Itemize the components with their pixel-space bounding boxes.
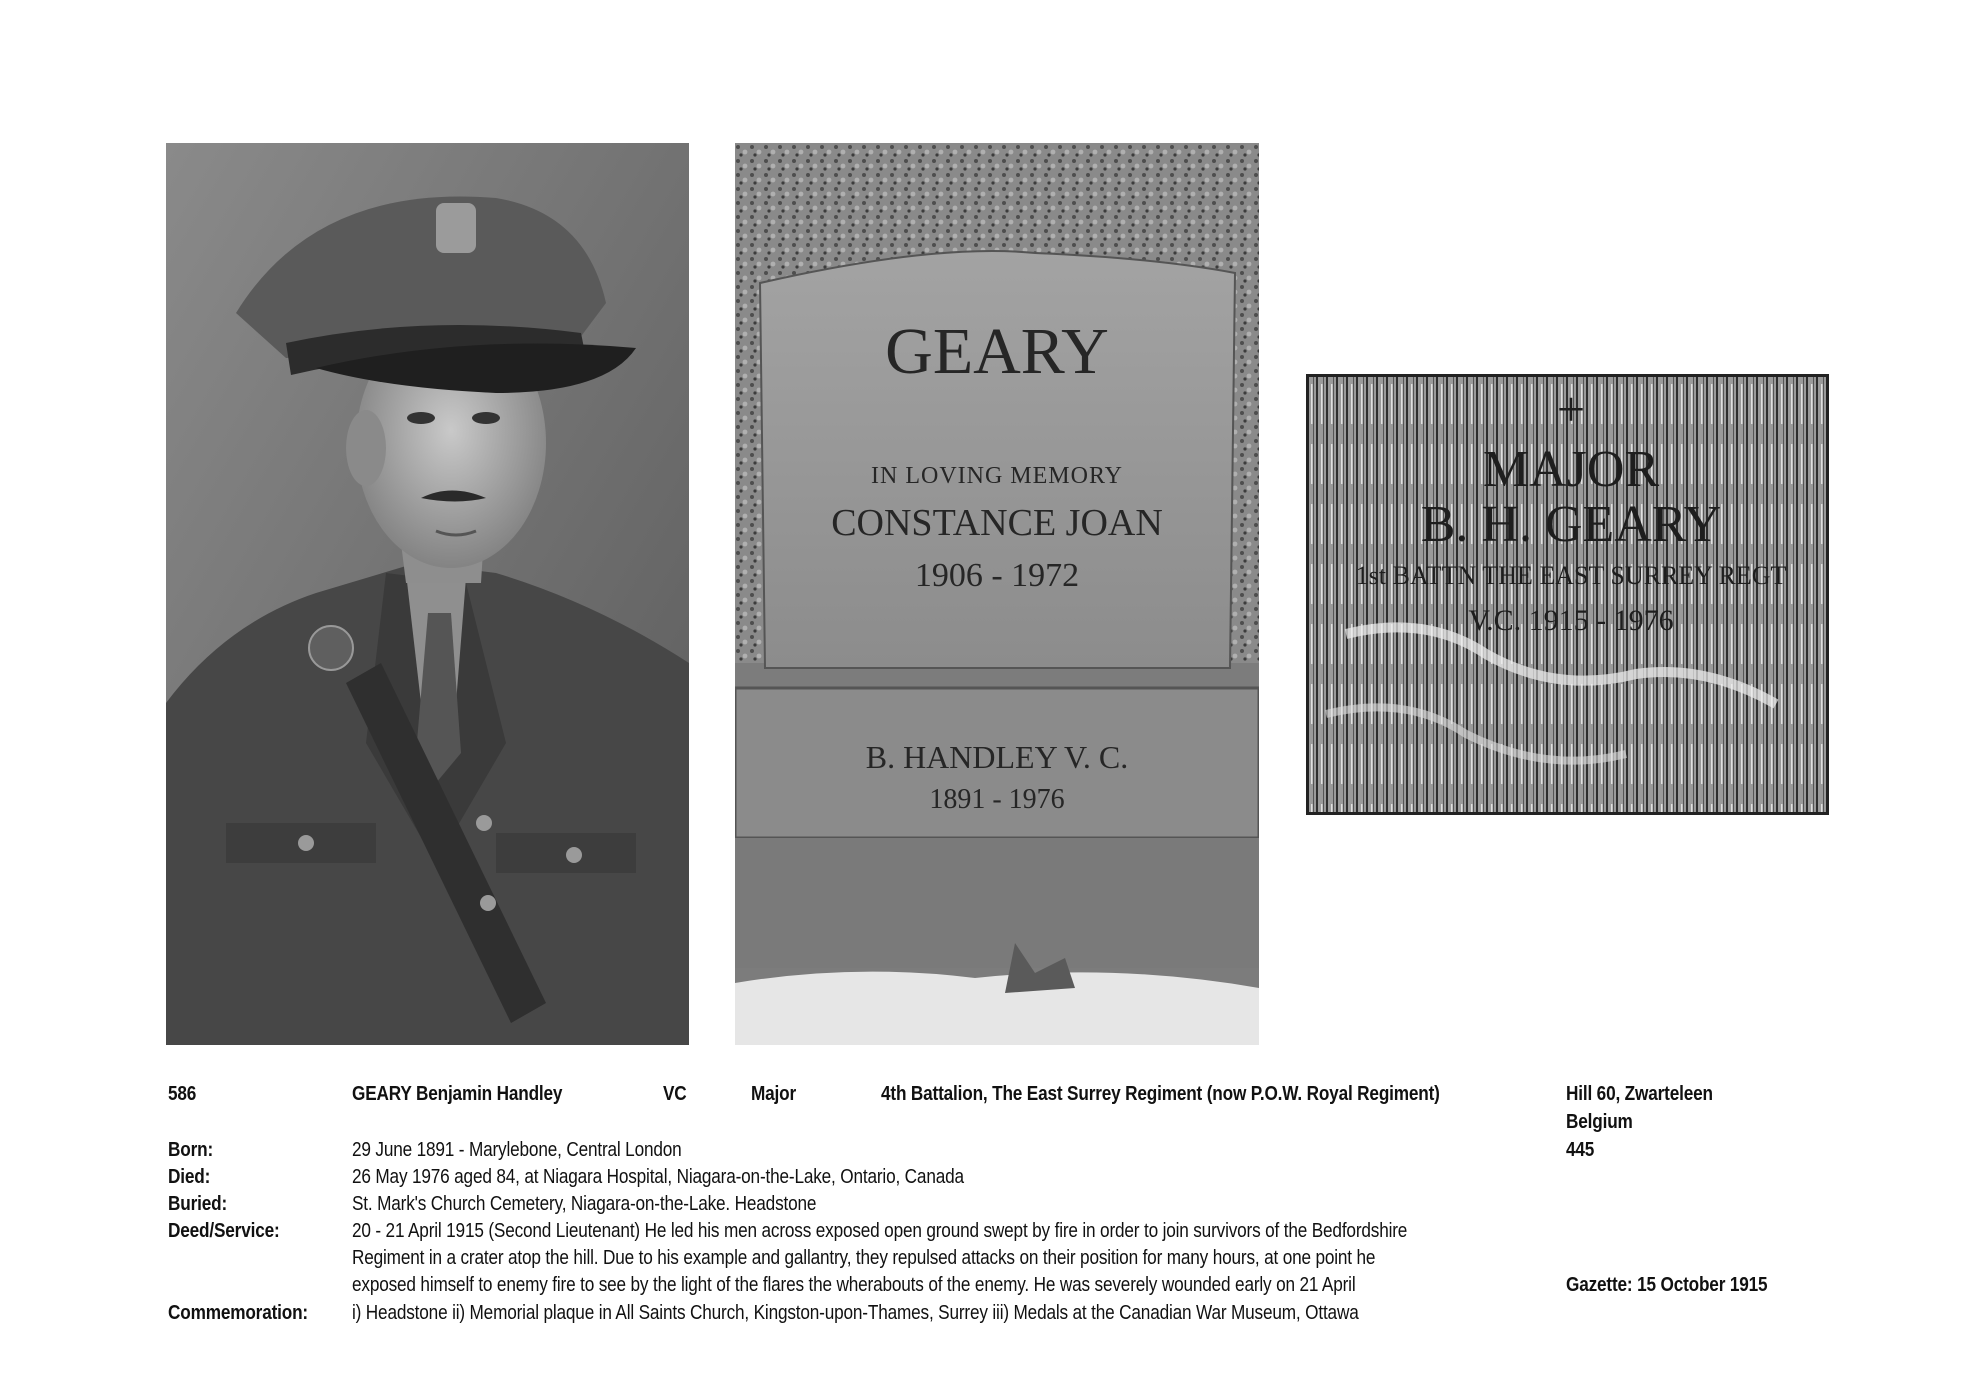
value-born: 29 June 1891 - Marylebone, Central London	[352, 1139, 682, 1161]
record-ref: 445	[1566, 1139, 1595, 1161]
headstone-line4: B. HANDLEY V. C.	[865, 739, 1129, 775]
plaque-line4: V.C. 1915 - 1976	[1468, 604, 1674, 637]
headstone-line5: 1891 - 1976	[929, 784, 1065, 815]
record-name: GEARY Benjamin Handley	[352, 1083, 563, 1105]
record-number: 586	[168, 1083, 197, 1105]
headstone-surname: GEARY	[885, 315, 1109, 388]
value-died: 26 May 1976 aged 84, at Niagara Hospital, Niagara-on-the-Lake, Ontario, Canada	[352, 1166, 964, 1188]
record-location-line2: Belgium	[1566, 1111, 1633, 1133]
record-rank: Major	[751, 1083, 797, 1105]
memorial-plaque-photo	[1306, 374, 1829, 815]
label-died: Died:	[168, 1166, 211, 1188]
deed-line-3: exposed himself to enemy fire to see by the light of the flares the wherabouts of the enemy. He was severely wounded early on 21 April	[352, 1274, 1356, 1296]
headstone-line1: IN LOVING MEMORY	[871, 463, 1123, 489]
plaque-cross: +	[1556, 381, 1586, 437]
officer-portrait-photo	[166, 143, 689, 1045]
plaque-line2: B. H. GEARY	[1420, 496, 1722, 553]
value-commemoration: i) Headstone ii) Memorial plaque in All Saints Church, Kingston-upon-Thames, Surrey iii) Medals at the Canadian War Museum, Ottawa	[352, 1302, 1359, 1324]
record-unit: 4th Battalion, The East Surrey Regiment (now P.O.W. Royal Regiment)	[881, 1083, 1440, 1105]
headstone-image	[735, 143, 1259, 1045]
label-commemoration: Commemoration:	[168, 1302, 308, 1324]
headstone-photo	[735, 143, 1259, 1045]
record-award: VC	[663, 1083, 687, 1105]
plaque-line1: MAJOR	[1482, 441, 1660, 498]
label-buried: Buried:	[168, 1193, 228, 1215]
deed-line-2: Regiment in a crater atop the hill. Due to his example and gallantry, they repulsed attacks on their position for many hours, at one point he	[352, 1247, 1376, 1269]
plaque-line3: 1st BATTN THE EAST SURREY REGT	[1355, 561, 1787, 590]
label-born: Born:	[168, 1139, 214, 1161]
deed-line-1: 20 - 21 April 1915 (Second Lieutenant) He led his men across exposed open ground swept by fire in order to join survivors of the Bedfordshire	[352, 1220, 1408, 1242]
portrait-image	[166, 143, 689, 1045]
headstone-line3: 1906 - 1972	[914, 557, 1080, 594]
label-deed: Deed/Service:	[168, 1220, 280, 1242]
value-buried: St. Mark's Church Cemetery, Niagara-on-the-Lake. Headstone	[352, 1193, 817, 1215]
headstone-line2: CONSTANCE JOAN	[831, 502, 1163, 544]
gazette-date: Gazette: 15 October 1915	[1566, 1274, 1768, 1296]
plaque-image	[1306, 374, 1829, 815]
record-location-line1: Hill 60, Zwarteleen	[1566, 1083, 1713, 1105]
